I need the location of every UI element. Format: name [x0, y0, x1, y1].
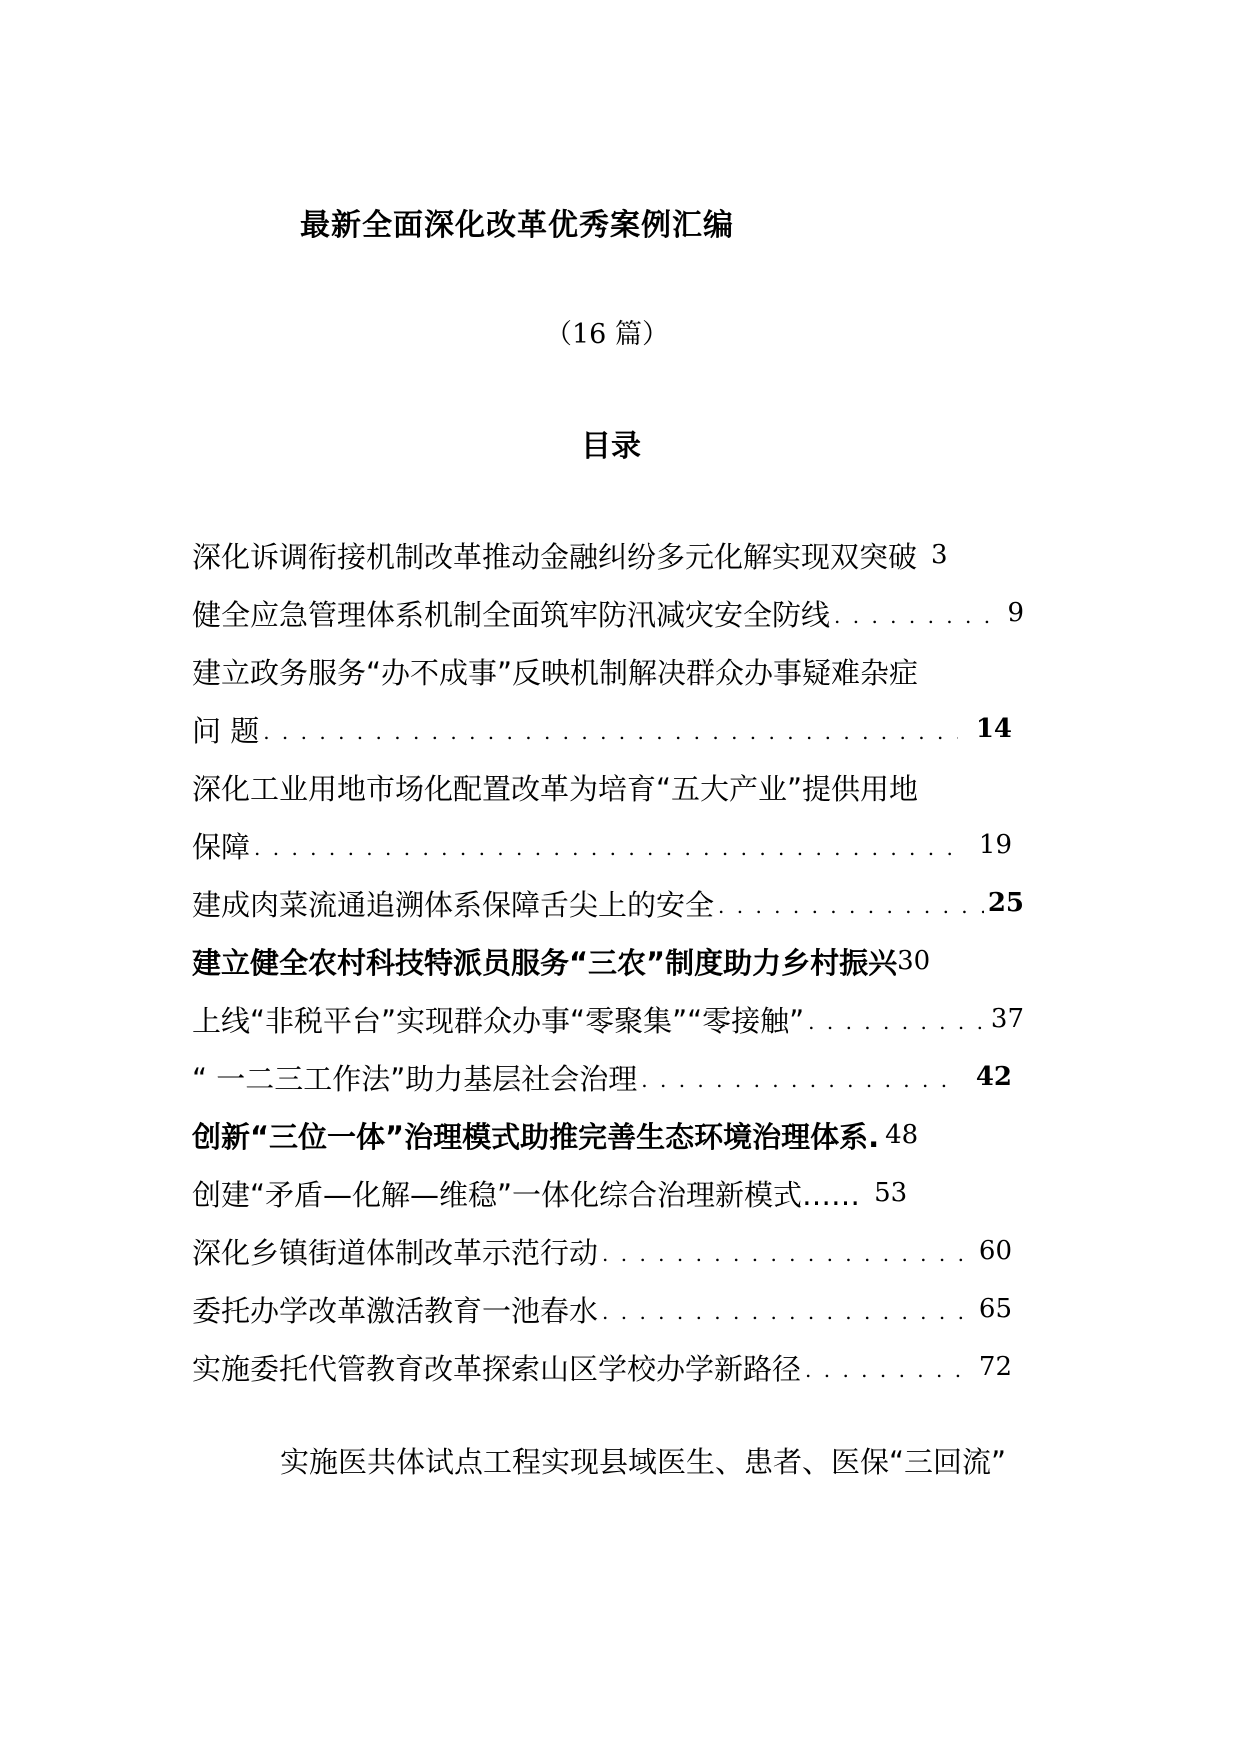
- toc-entry-page: 9: [1007, 598, 1024, 628]
- toc-entry[interactable]: [192, 878, 1024, 928]
- toc-entry[interactable]: [192, 588, 1024, 638]
- toc-entry[interactable]: [192, 646, 1032, 696]
- toc-leader-dots: [834, 604, 1003, 638]
- toc-entry[interactable]: [192, 994, 1024, 1044]
- toc-entry-page: 42: [975, 1062, 1012, 1092]
- toc-heading: 目录: [581, 429, 641, 464]
- toc-entry[interactable]: [192, 936, 1012, 986]
- toc-entry-title: 深化乡镇街道体制改革示范行动: [192, 1235, 599, 1270]
- toc-entry-title: 保障: [192, 829, 251, 864]
- toc-entry-page: 14: [975, 714, 1012, 744]
- toc-entry-title: 创建“矛盾—化解—维稳”一体化综合治理新模式……: [192, 1177, 861, 1212]
- toc-leader-dots: [805, 1358, 965, 1392]
- toc-entry-title: 实施委托代管教育改革探索山区学校办学新路径: [192, 1351, 802, 1386]
- toc-entry[interactable]: [192, 1110, 1012, 1160]
- toc-entry-title: 建立健全农村科技特派员服务“三农”制度助力乡村振兴: [192, 945, 898, 980]
- toc-entry[interactable]: [192, 1284, 1012, 1334]
- toc-entry-title: 深化诉调衔接机制改革推动金融纠纷多元化解实现双突破: [192, 539, 918, 574]
- toc-entry[interactable]: [192, 1226, 1012, 1276]
- toc-entry[interactable]: [192, 762, 1032, 812]
- toc-entry-title: 深化工业用地市场化配置改革为培育“五大产业”提供用地: [192, 771, 919, 806]
- toc-entry-page: 48: [885, 1120, 919, 1150]
- toc-leader-dots: [808, 1010, 987, 1044]
- toc-entry[interactable]: [192, 820, 1012, 870]
- document-title: 最新全面深化改革优秀案例汇编: [300, 208, 734, 243]
- toc-entry-page: 37: [990, 1004, 1024, 1034]
- toc-trailing-line: 实施医共体试点工程实现县域医生、患者、医保“三回流”: [280, 1445, 1007, 1479]
- toc-entry-page: 65: [978, 1294, 1012, 1324]
- toc-leader-dots: [718, 894, 984, 928]
- toc-entry-page: 3: [931, 540, 948, 570]
- document-subtitle: （16 篇）: [545, 319, 669, 350]
- toc-entry-title: 建成肉菜流通追溯体系保障舌尖上的安全: [192, 887, 715, 922]
- toc-entry[interactable]: [192, 704, 1012, 754]
- toc-entry-page: 60: [978, 1236, 1012, 1266]
- toc-entry-title: 委托办学改革激活教育一池春水: [192, 1293, 599, 1328]
- toc-entry-title: 健全应急管理体系机制全面筑牢防汛减灾安全防线: [192, 597, 831, 632]
- toc-entry-title: 建立政务服务“办不成事”反映机制解决群众办事疑难杂症: [192, 655, 919, 690]
- toc-entry-title: 创新“三位一体”治理模式助推完善生态环境治理体系.: [192, 1119, 880, 1154]
- toc-entry-page: 30: [897, 946, 931, 976]
- toc-entry-page: 25: [987, 888, 1024, 918]
- toc-entry-page: 72: [978, 1352, 1012, 1382]
- toc-leader-dots: [254, 836, 961, 870]
- toc-entry[interactable]: [192, 1168, 1012, 1218]
- toc-entry-title: 上线“非税平台”实现群众办事“零聚集”“零接触”: [192, 1003, 805, 1038]
- toc-entry[interactable]: [192, 530, 1004, 580]
- toc-entry-page: 53: [874, 1178, 908, 1208]
- toc-leader-dots: [602, 1300, 975, 1334]
- toc-entry[interactable]: [192, 1342, 1012, 1392]
- toc-leader-dots: [602, 1242, 975, 1276]
- toc-entry[interactable]: [192, 1052, 1012, 1102]
- toc-leader-dots: [263, 720, 958, 754]
- toc-leader-dots: [641, 1068, 958, 1102]
- toc-entry-title: 问 题: [192, 713, 260, 748]
- toc-entry-title: “ 一二三工作法”助力基层社会治理: [192, 1061, 638, 1096]
- toc-entry-page: 19: [978, 830, 1012, 860]
